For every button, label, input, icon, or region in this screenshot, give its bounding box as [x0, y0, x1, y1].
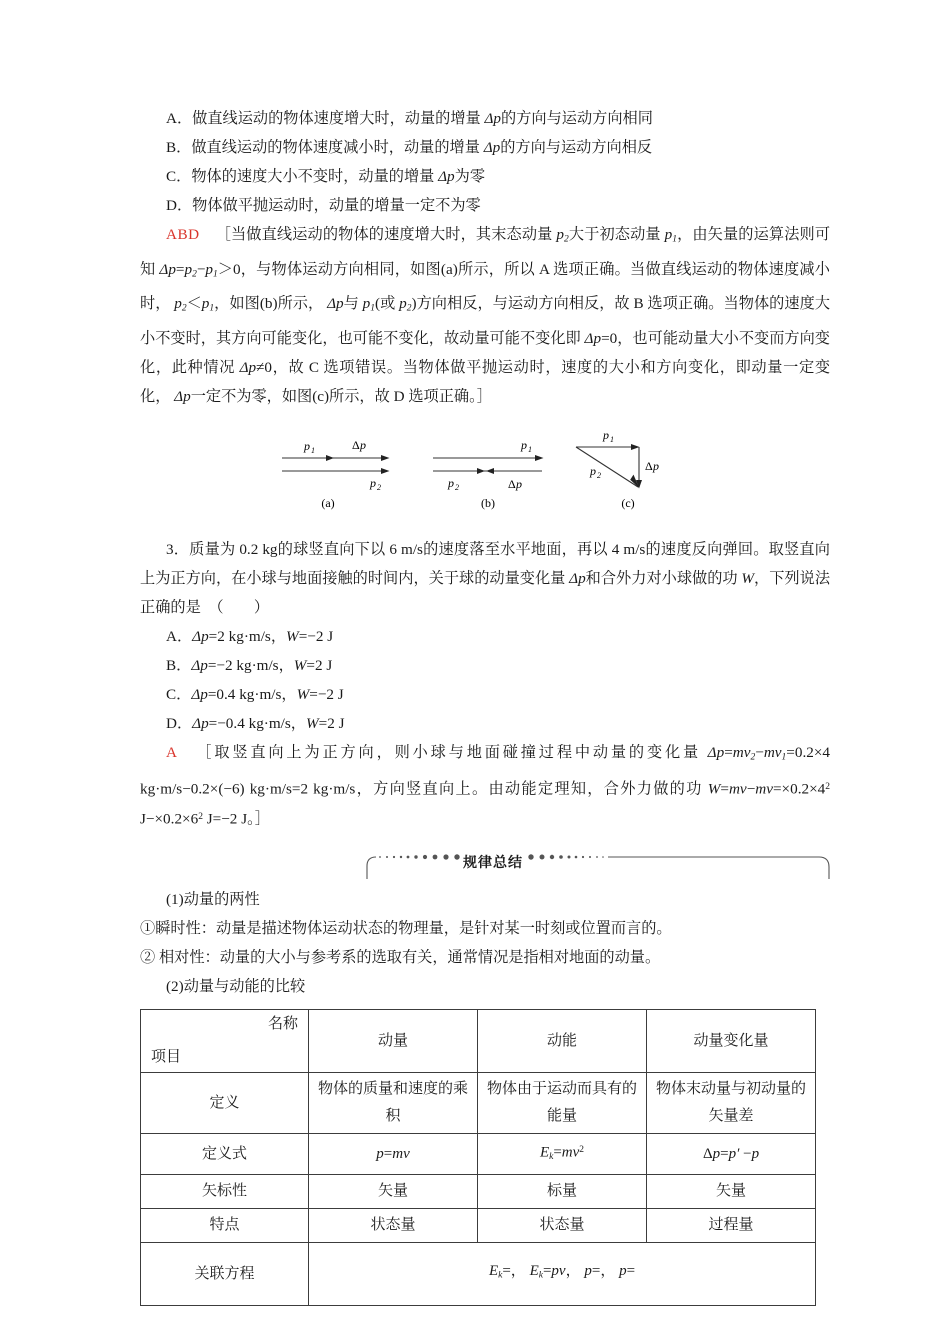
- q3-option-c: C．Δp=0.4 kg·m/s，W=−2 J: [166, 685, 344, 703]
- momentum-vector-figure: [140, 425, 830, 525]
- cell-formula-momentum: p=mv: [309, 1134, 478, 1175]
- q3-explanation: A ［取竖直向上为正方向，则小球与地面碰撞过程中动量的变化量 $\Delta p=mv_2-mv_1=0.2\times 4$ kg·m/s−0.2×(−6) kg·m/s=2 kg·m/s，方向竖直向上。由动能定理知，合外力做的功 $W=mv-mv=\times 0.2\times 4^2$ $J-\times 0.2\times 6^2$ J=−2 J。］: [140, 743, 831, 828]
- row-label-relation-equation: 关联方程: [141, 1243, 309, 1306]
- table-header-momentum: 动量: [309, 1010, 478, 1073]
- summary-banner-title: 规律总结: [460, 852, 526, 872]
- q3-option-d: D．Δp=−0.4 kg·m/s，W=2 J: [166, 714, 345, 732]
- cell-definition-momentum-change: 物体末动量与初动量的矢量差: [647, 1073, 816, 1134]
- cell-definition-momentum: 物体的质量和速度的乘积: [309, 1073, 478, 1134]
- summary-point-1: ①瞬时性：动量是描述物体运动状态的物理量，是针对某一时刻或位置而言的。: [140, 920, 672, 938]
- svg-text:1: 1: [311, 445, 315, 455]
- figure-b: [433, 438, 544, 510]
- svg-text:2: 2: [597, 470, 601, 480]
- svg-text:Δ: Δ: [508, 476, 516, 491]
- svg-text:2: 2: [455, 482, 459, 492]
- summary-heading-2: (2)动量与动能的比较: [166, 978, 306, 996]
- q3-answer-key: A: [166, 743, 178, 761]
- row-label-definition: 定义: [141, 1073, 309, 1134]
- cell-vector-kinetic-energy: 标量: [478, 1175, 647, 1209]
- figure-c: [576, 428, 659, 510]
- table-row: [141, 1209, 816, 1243]
- row-label-vector-scalar: 矢标性: [141, 1175, 309, 1209]
- row-label-feature: 特点: [141, 1209, 309, 1243]
- summary-heading-1: (1)动量的两性: [166, 891, 260, 909]
- svg-text:1: 1: [528, 444, 532, 454]
- svg-text:p: p: [516, 476, 522, 491]
- cell-feature-momentum: 状态量: [309, 1209, 478, 1243]
- cell-formula-momentum-change: Δp=p′ −p: [647, 1134, 816, 1175]
- svg-text:p: p: [590, 463, 596, 478]
- svg-text:p: p: [370, 475, 376, 490]
- svg-text:p: p: [653, 458, 659, 473]
- svg-text:p: p: [521, 437, 527, 452]
- cell-vector-momentum-change: 矢量: [647, 1175, 816, 1209]
- svg-text:p: p: [304, 438, 310, 453]
- summary-point-2: ② 相对性：动量的大小与参考系的选取有关，通常情况是指相对地面的动量。: [140, 949, 661, 967]
- summary-banner: [140, 849, 830, 885]
- q2-option-b: B．做直线运动的物体速度减小时，动量的增量 Δp的方向与运动方向相反: [166, 139, 653, 156]
- cell-vector-momentum: 矢量: [309, 1175, 478, 1209]
- figure-a-caption: (a): [321, 495, 335, 510]
- cell-definition-kinetic-energy: 物体由于运动而具有的能量: [478, 1073, 647, 1134]
- table-header-momentum-change: 动量变化量: [647, 1010, 816, 1073]
- cell-formula-kinetic-energy: $E_k=mv^2$: [478, 1134, 647, 1175]
- svg-text:Δ: Δ: [645, 458, 653, 473]
- svg-text:p: p: [360, 437, 366, 452]
- q2-answer-key: ABD: [166, 226, 200, 243]
- vector-diagram-svg: [270, 425, 700, 525]
- momentum-comparison-table: [140, 1009, 816, 1306]
- q2-option-a: A．做直线运动的物体速度增大时，动量的增量 Δp的方向与运动方向相同: [166, 110, 653, 127]
- table-row: [141, 1073, 816, 1134]
- figure-b-caption: (b): [481, 495, 495, 510]
- svg-text:Δ: Δ: [352, 437, 360, 452]
- q2-explanation: ABD ［当做直线运动的物体的速度增大时，其末态动量 $p_2$大于初态动量 $p_1$，由矢量的运算法则可知 $\Delta p=p_2-p_1>0$，与物体运动方向相同，如图(a)所示，所以 A 选项正确。当做直线运动的物体速度减小时， $p_2<p_1$，如图(b)所示， Δp与 $p_1$(或 $p_2$)方向相反，与运动方向相反，故 B 选项正确。当物体的速度大小不变时，其方向可能变化，也可能不变化，故动量可能不变化即 Δp=0，也可能动量大小不变而方向变化，此种情况 Δp≠0，故 C 选项错误。当物体做平抛运动时，速度的大小和方向变化，即动量一定变化， Δp一定不为零，如图(c)所示，故 D 选项正确。］: [140, 226, 831, 405]
- cell-feature-kinetic-energy: 状态量: [478, 1209, 647, 1243]
- q2-option-c: C．物体的速度大小不变时，动量的增量 Δp为零: [166, 168, 486, 185]
- page-content: [140, 104, 830, 1306]
- q3-stem: 3．质量为 0.2 kg的球竖直向下以 6 m/s的速度落至水平地面，再以 4 m/s的速度反向弹回。取竖直向上为正方向，在小球与地面接触的时间内，关于球的动量变化量 Δp和合外力对小球做的功 W，下列说法正确的是 （ ）: [140, 540, 831, 616]
- table-header-row: [141, 1010, 816, 1073]
- svg-text:p: p: [448, 475, 454, 490]
- row-label-formula: 定义式: [141, 1134, 309, 1175]
- q3-option-a: A．Δp=2 kg·m/s，W=−2 J: [166, 627, 334, 645]
- q3-option-b: B．Δp=−2 kg·m/s，W=2 J: [166, 656, 333, 674]
- cell-feature-momentum-change: 过程量: [647, 1209, 816, 1243]
- table-row: [141, 1134, 816, 1175]
- table-header-kinetic-energy: 动能: [478, 1010, 647, 1073]
- table-corner-cell: [141, 1010, 309, 1073]
- figure-c-caption: (c): [621, 495, 635, 510]
- table-row: [141, 1243, 816, 1306]
- svg-text:2: 2: [377, 482, 381, 492]
- table-row: [141, 1175, 816, 1209]
- q2-option-d: D．物体做平抛运动时，动量的增量一定不为零: [166, 197, 481, 214]
- corner-label-name: 名称: [267, 1016, 298, 1033]
- cell-relation-equation: $E_k=$， $E_k=pv$， p=， p=: [309, 1243, 816, 1306]
- figure-a: [282, 438, 390, 510]
- corner-label-item: 项目: [151, 1049, 182, 1066]
- svg-text:p: p: [603, 427, 609, 442]
- svg-text:1: 1: [610, 434, 614, 444]
